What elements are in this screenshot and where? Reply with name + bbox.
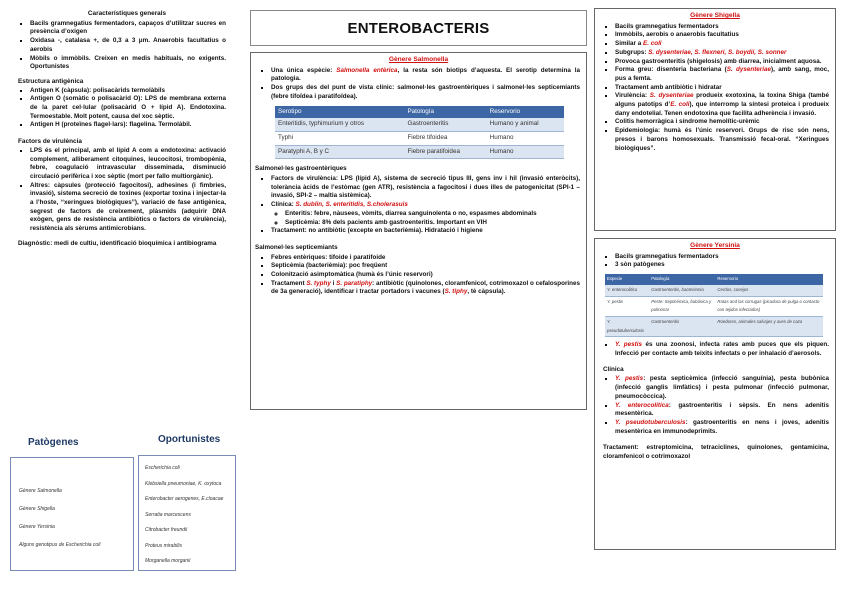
list-item: ▪ Y. enterocolítica: gastroenteritis i sèpsis. En nens adenitis mesentèrica.: [615, 402, 829, 419]
list-item: ▪ Clínica: S. dublin, S. enteritidis, S.cholerasuis ◦ Enteritis: febre, nàusees, vòmits, diarrea sanguinolenta o no, espasmes abdominals ◦ Septicèmia: 8% dels pacients amb gastroenteritis. Important en VIH: [271, 201, 580, 227]
list-item: Citrobacter freundii: [145, 527, 188, 533]
yersinia-list: [603, 253, 829, 270]
table-header: Serotipo: [275, 106, 404, 119]
list-item: Proteus mirabilis: [145, 542, 182, 549]
list-item: ▪ Antigen H (proteïnes flagel·lars): flagelina. Termolàbil.: [30, 121, 226, 130]
table-header: Reservorio: [715, 274, 823, 285]
list-item: Serratia marcescens: [145, 511, 191, 518]
table-cell: Cerdos, conejos: [715, 285, 823, 296]
table-row: [605, 296, 823, 316]
list-item: ▪ LPS és el principal, amb el lípid A com a endotoxina: activació complement, alliberament citoquines, leucocitosi, trombopènia, febre, coagulació intravascular disseminada, disminució circulació perifèrica i xoc sèptic (mort per fallo multiorgànic).: [30, 147, 226, 182]
list-item: ▪ Bacils gramnegatius fermentadors: [615, 253, 829, 262]
list-item: ▪ Similar a E. coli: [615, 40, 829, 49]
list-item: ▪ Antigen O (somàtic o polisacàrid O): LPS de membrana externa de la paret cel·lular (polisacàrid O + lípid A). Endotoxina. Termoestable. Molt potent, causa del xoc sèptic.: [30, 95, 226, 121]
list-item: ▪ Tractament amb antibiòtic i hidratar: [615, 84, 829, 93]
table-row: [605, 285, 823, 296]
list-item: ▪ 3 sòn patògenes: [615, 261, 829, 270]
septic-title: Salmonel·les septicemiants: [255, 243, 338, 251]
list-item: ▪ Colonització asimptomàtica (humà és l’únic reservori): [271, 271, 580, 280]
virulence-title: Factors de virulència: [18, 138, 82, 146]
diagnostic-text: Diagnòstic: medi de cultiu, identificació bioquímica i antibiograma: [18, 239, 217, 247]
list-item: ▪ Bacils gramnegatius fermentadors, capaços d’utilitzar sucres en presència d’oxigen: [30, 20, 226, 37]
salmonella-intro-list: [259, 67, 580, 102]
list-item: ▪ Immòbils, aerobis o anaerobis facultatius: [615, 31, 829, 40]
list-item: ▪ Y. pseudotuberculosis: gastroenteritis en nens i joves, adenitis mesentèrica en immunodeprimits.: [615, 419, 829, 436]
table-cell: Gastroenteritis: [404, 118, 486, 131]
table-header: Patología: [649, 274, 715, 285]
list-item: ▪ Antigen K (càpsula): polisacàrids termolàbils: [30, 87, 226, 96]
list-item: ▪ Dos grups des del punt de vista clínic: salmonel·les gastroentèriques i salmonel·les septicemiants (febre tifoïdea i paratifoïdea).: [271, 84, 580, 101]
table-row: [275, 131, 564, 145]
list-item: ▪ Mòbils o immòbils. Creixen en medis habituals, no exigents. Oportunistes: [30, 55, 226, 72]
table-cell: Roedores, animales salvajes y aves de caza: [715, 316, 823, 336]
yersinia-box: [594, 238, 836, 550]
table-cell: Humano: [487, 131, 564, 145]
list-item: ▪ Oxidasa -, catalasa +, de 0,3 a 3 μm. Anaerobis facultatius o aerobis: [30, 37, 226, 54]
list-item: ▪ Y. pestis: pesta septicèmica (infecció sanguínia), pesta bubònica (infecció ganglis limfàtics) i pesta pulmonar (infecció pulmonar, pneumocòccica).: [615, 375, 829, 401]
opportunists-title: Oportunistes: [158, 434, 221, 445]
page-title: ENTEROBACTERIS: [347, 19, 490, 37]
list-item: ▪ Forma greu: disenteria bacteriana (S. dysenteriae), amb sang, moc, pus a femta.: [615, 66, 829, 83]
table-cell: Paratyphi A, B y C: [275, 145, 404, 159]
table-cell: Peste: Septicémica, bubónica y pulmonar: [649, 296, 715, 316]
table-row: [275, 145, 564, 159]
opportunists-box: [138, 455, 236, 571]
table-header: Especie: [605, 274, 649, 285]
table-header: Reservorio: [487, 106, 564, 119]
table-cell: Fiebre paratifoidea: [404, 145, 486, 159]
table-cell: Ratas and las corrugas (picadura de pulga o contacto con tejidos infectados): [715, 296, 823, 316]
list-item: ▪ Febres entèriques: tifoide i paratifoide: [271, 254, 580, 263]
list-item: ▪ Una única espècie: Salmonella entèrica, la resta són biotips d’aquesta. El serotip determina la patologia.: [271, 67, 580, 84]
list-item: ▪ Colitis hemorràgica i síndrome hemolític-urèmic: [615, 118, 829, 127]
list-item: Gènere Yersinia: [19, 524, 55, 530]
yersinia-treatment: Tractament: estreptomicina, tetraciclines, quinolones, gentamicina, cloramfenicol o cotrimoxazol: [603, 444, 829, 461]
list-item: ▪ Tractament: no antibiòtic (excepte en bacterièmia). Hidratació i higiene: [271, 227, 580, 236]
list-item: ▪ Y. pestis és una zoonosi, infecta rates amb puces que els piquen. Infecció per contacte amb teixits infectats o per inhalació d’aerosols.: [615, 341, 829, 358]
yersinia-table: [605, 274, 823, 337]
table-row: [275, 118, 564, 131]
table-cell: Enteritidis, typhimurium y otros: [275, 118, 404, 131]
pathogens-title: Patògenes: [28, 437, 79, 448]
list-item: ▪ Tractament S. typhy i S. paratiphy: antibiòtic (quinolones, cloramfenicol, cotrimoxazol o cefalosporines de 3a generació), identificar i tractar portadors i vacunes (S. tiphy, tè càpsula).: [271, 280, 580, 297]
pathogens-box: [10, 457, 134, 571]
list-item: Enterobacter aerogenes, E.cloacae: [145, 496, 224, 502]
general-title: Característiques generals: [87, 10, 167, 17]
list-item: ▪ Altres: càpsules (protecció fagocitosi), adhesines (i fimbries, invasió), sistema secreció de toxines (exportar toxina i injectar-la a l’hoste, “xeringues biològiques”), variació de fase antigènica, segrest de factors de creixement, plàsmids (adquirir DNA exògen, gens de resistència antibiòtics o factors de virulència), resistència als sèrums antimicrobians.: [30, 182, 226, 234]
salmonella-box: [250, 52, 587, 410]
table-row: [605, 316, 823, 336]
virulence-list: [18, 147, 226, 234]
salmonella-title: Gènere Salmonella: [388, 56, 449, 63]
list-item: ▪ Septicèmia (bacterièmia): poc freqüent: [271, 262, 580, 271]
list-item: Alguns genotipus de Escherichia coli: [19, 542, 101, 548]
left-column: [18, 10, 226, 249]
gastro-title: Salmonel·les gastroentèriques: [255, 165, 347, 173]
yersinia-epi-list: [603, 341, 829, 358]
gastro-list: [259, 175, 580, 236]
septic-list: [259, 254, 580, 298]
salmonella-table: [275, 106, 564, 160]
shigella-list: [603, 23, 829, 154]
list-item: ▪ Factors de virulència: LPS (lípid A), sistema de secreció tipus III, gens inv i hil (invasió enteròcits), tolerància àcids de l’estòmac (gen ATR), resistència a fagocitosi i dues illes de patogenicitat (SPI-1 – invasió, SPI-2 – maltia sistèmica).: [271, 175, 580, 201]
shigella-box: [594, 8, 836, 231]
antigenic-title: Estructura antigènica: [18, 77, 84, 85]
table-cell: Humano y animal: [487, 118, 564, 131]
yersinia-clinica-title: Clínica: [603, 365, 624, 373]
table-cell: Y. enterocolitica: [605, 285, 649, 296]
table-cell: Fiebre tifoidea: [404, 131, 486, 145]
table-cell: Y. pseudotuberculosis: [605, 316, 649, 336]
list-item: ◦ Enteritis: febre, nàusees, vòmits, diarrea sanguinolenta o no, espasmes abdominals: [285, 210, 580, 219]
list-item: Morganella morganii: [145, 558, 191, 564]
list-item: ◦ Septicèmia: 8% dels pacients amb gastroenteritis. Important en VIH: [285, 219, 580, 228]
table-cell: Humano: [487, 145, 564, 159]
general-list: [18, 20, 226, 72]
list-item: ▪ Virulència: S. dysenteriae produeix exotoxina, la toxina Shiga (també alguns patotips d’E. coli), que interromp la síntesi proteica i produeix dany endotelial. Tenen endotoxina que facilita adherència i invasió.: [615, 92, 829, 118]
page-title-box: [250, 10, 587, 46]
list-item: ▪ Subgrups: S. dysenteriae, S. flexneri, S. boydii, S. sonner: [615, 49, 829, 58]
list-item: Klebsiella pneumoniae, K. oxytoca: [145, 480, 222, 487]
list-item: ▪ Provoca gastroenteritis (shigelosis) amb diarrea, inicialment aquosa.: [615, 58, 829, 67]
table-cell: Y. pestis: [605, 296, 649, 316]
list-item: Gènere Salmonella: [19, 488, 62, 494]
list-item: ▪ Bacils gramnegatius fermentadors: [615, 23, 829, 32]
yersinia-title: Gènere Yersinia: [690, 242, 740, 249]
table-cell: Typhi: [275, 131, 404, 145]
shigella-title: Gènere Shigella: [690, 12, 740, 19]
list-item: ▪ Epidemiologia: humà és l’únic reservori. Grups de risc són nens, presos i barons homosexuals. Transmissió fecal-oral. “Xeringues biològiques”.: [615, 127, 829, 153]
antigenic-list: [18, 87, 226, 131]
list-item: Gènere Shigella: [19, 506, 55, 512]
table-cell: Gastroenteritis, bacteriemia: [649, 285, 715, 296]
list-item: Escherichia coli: [145, 465, 180, 471]
table-header: Patología: [404, 106, 486, 119]
yersinia-clinica-list: [603, 375, 829, 436]
table-cell: Gastroenteritis: [649, 316, 715, 336]
